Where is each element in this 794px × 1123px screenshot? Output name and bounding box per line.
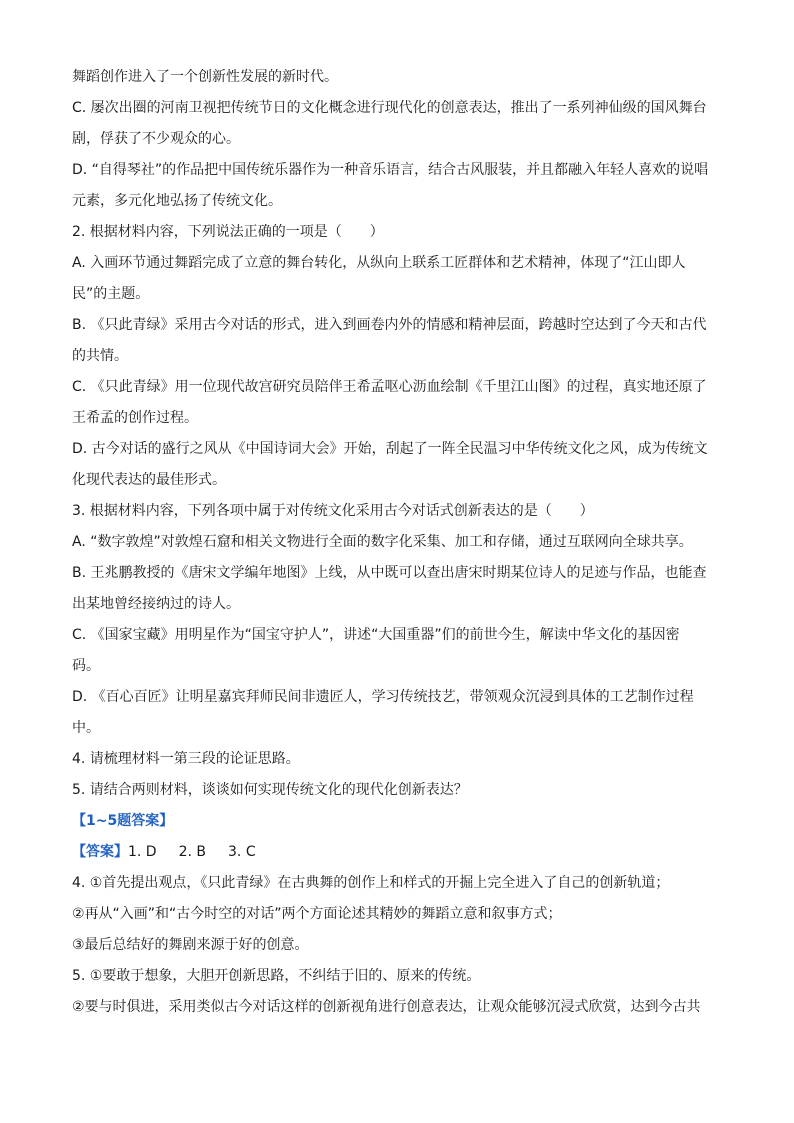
answer-3: 3. C [228, 844, 256, 860]
answer-section-header: 【1~5题答案】 [72, 813, 174, 829]
answer-tag: 【答案】 [72, 844, 128, 860]
q2-option-c: C. 《只此青绿》用一位现代故宫研究员陪伴王希孟呕心沥血绘制《千里江山图》的过程，真实地还原了 [72, 379, 707, 395]
question-3: 3. 根据材料内容，下列各项中属于对传统文化采用古今对话式创新表达的是（ ） [72, 503, 594, 519]
answer-4-line: ③最后总结好的舞剧来源于好的创意。 [72, 937, 309, 953]
q2-option-b: B. 《只此青绿》采用古今对话的形式，进入到画卷内外的情感和精神层面，跨越时空达到了今天和古代 [72, 317, 707, 333]
text-line: 中。 [72, 720, 100, 736]
option-c-text: C. 屡次出圈的河南卫视把传统节日的文化概念进行现代化的创意表达，推出了一系列神仙级的国风舞台 [72, 100, 707, 116]
document-page [72, 62, 722, 1023]
question-4: 4. 请梳理材料一第三段的论证思路。 [72, 751, 300, 767]
answer-4-line: ②再从“入画”和“古今时空的对话”两个方面论述其精妙的舞蹈立意和叙事方式； [72, 906, 562, 922]
q3-option-d: D. 《百心百匠》让明星嘉宾拜师民间非遗匠人，学习传统技艺，带领观众沉浸到具体的工艺制作过程 [72, 689, 694, 705]
text-line: 出某地曾经接纳过的诗人。 [72, 596, 240, 612]
answer-5-line: ②要与时俱进，采用类似古今对话这样的创新视角进行创意表达，让观众能够沉浸式欣赏，达到今古共 [72, 999, 701, 1015]
q3-option-a: A. “数字敦煌”对敦煌石窟和相关文物进行全面的数字化采集、加工和存储，通过互联网向全球共享。 [72, 534, 693, 550]
question-2: 2. 根据材料内容，下列说法正确的一项是（ ） [72, 224, 384, 240]
q3-option-b: B. 王兆鹏教授的《唐宋文学编年地图》上线，从中既可以查出唐宋时期某位诗人的足迹与作品，也能查 [72, 565, 707, 581]
text-line: 王希孟的创作过程。 [72, 410, 198, 426]
q3-option-c: C. 《国家宝藏》用明星作为“国宝守护人”，讲述“大国重器”们的前世今生，解读中华文化的基因密 [72, 627, 680, 643]
answer-5-line: 5. ①要敢于想象，大胆开创新思路，不纠结于旧的、原来的传统。 [72, 968, 481, 984]
answer-line [72, 837, 722, 868]
text-line: 舞蹈创作进入了一个创新性发展的新时代。 [72, 69, 338, 85]
answer-1: 1. D [128, 844, 157, 860]
text-line: 元素，多元化地弘扬了传统文化。 [72, 193, 282, 209]
text-line: 的共情。 [72, 348, 128, 364]
text-line: 民”的主题。 [72, 286, 150, 302]
q2-option-d: D. 古今对话的盛行之风从《中国诗词大会》开始，刮起了一阵全民温习中华传统文化之风，成为传统文 [72, 441, 708, 457]
text-line: 剧，俘获了不少观众的心。 [72, 131, 240, 147]
text-line: 化现代表达的最佳形式。 [72, 472, 226, 488]
option-d-text: D. “自得琴社”的作品把中国传统乐器作为一种音乐语言，结合古风服装，并且都融入年轻人喜欢的说唱 [72, 162, 709, 178]
q2-option-a: A. 入画环节通过舞蹈完成了立意的舞台转化，从纵向上联系工匠群体和艺术精神，体现了“江山即人 [72, 255, 686, 271]
answer-2: 2. B [178, 844, 207, 860]
question-5: 5. 请结合两则材料，谈谈如何实现传统文化的现代化创新表达？ [72, 782, 468, 798]
answer-4-line: 4. ①首先提出观点，《只此青绿》在古典舞的创作上和样式的开掘上完全进入了自己的创新轨道； [72, 875, 670, 891]
text-line: 码。 [72, 658, 100, 674]
